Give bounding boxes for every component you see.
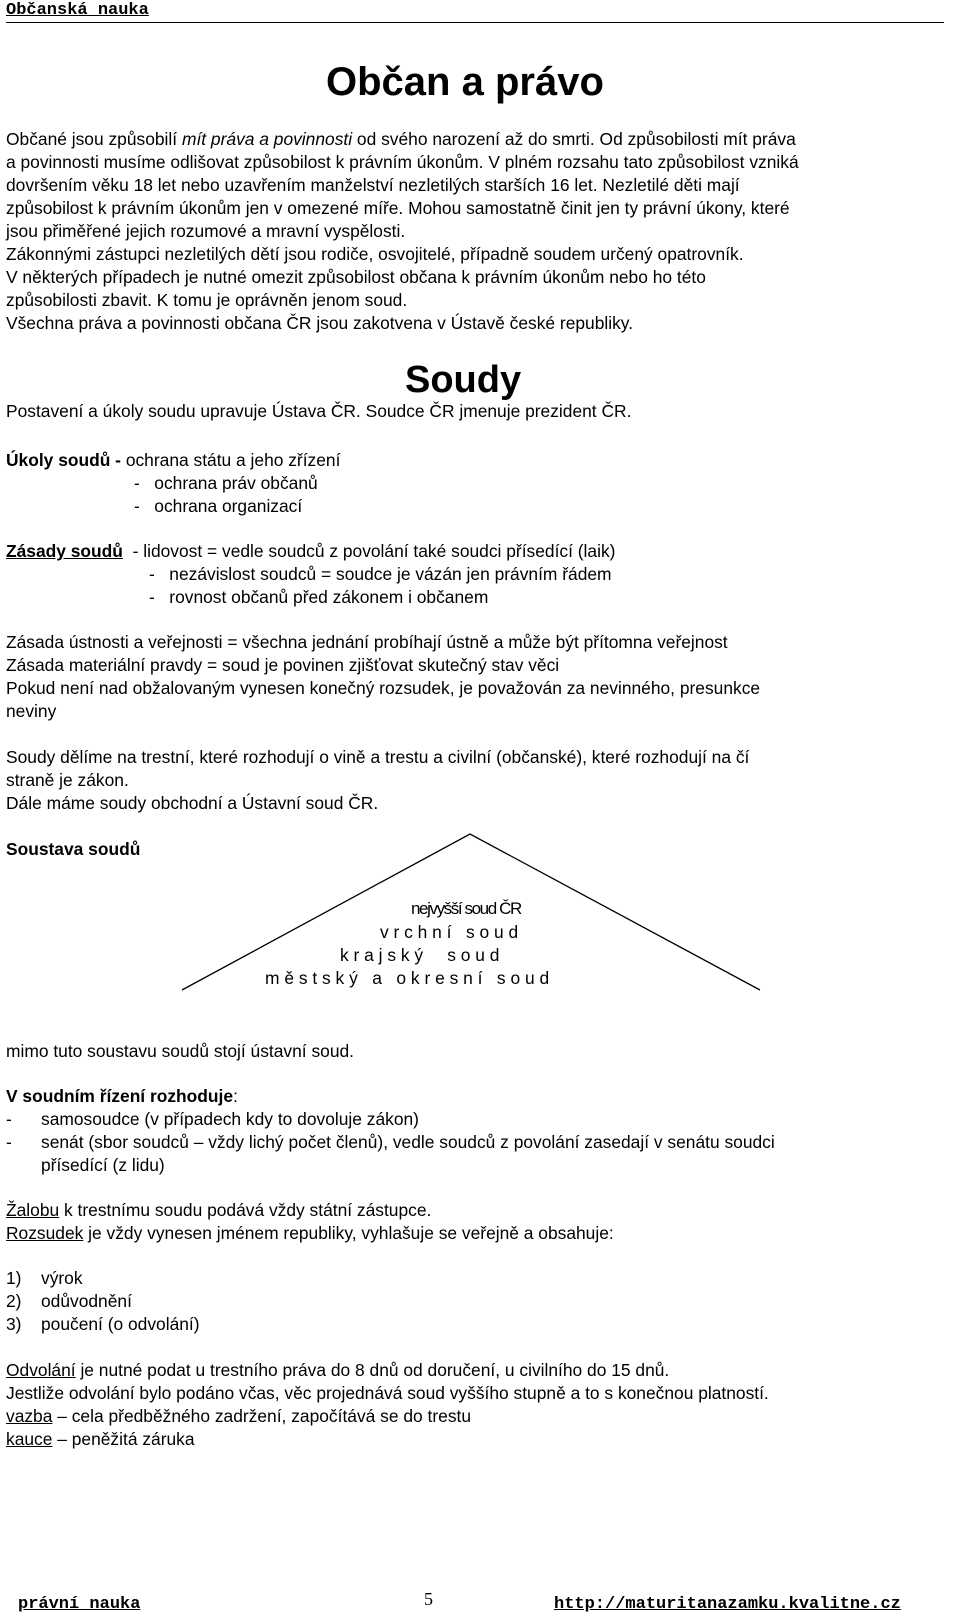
pyramid-level-high: v r c h n í s o u d <box>380 922 519 942</box>
header-title: Občanská nauka <box>6 1 149 20</box>
footer-left: právní nauka <box>18 1595 141 1614</box>
principle-line: Pokud není nad obžalovaným vynesen konečný rozsudek, je považován za nevinného, presunkce <box>6 678 761 698</box>
intro-text: od svého narození až do smrti. Od způsobilosti mít práva <box>352 129 796 149</box>
zaloba-line <box>6 1199 431 1221</box>
rizeni-label: V soudním řízení rozhoduje <box>6 1086 234 1106</box>
pyramid-level-regional: k r a j s k ý s o u d <box>340 945 500 965</box>
rozsudek-num: 2) <box>6 1291 22 1311</box>
section-title-soudy: Soudy <box>405 359 522 401</box>
rizeni-dash: - <box>6 1109 12 1129</box>
principle-line: Zásada materiální pravdy = soud je povinen zjišťovat skutečný stav věci <box>6 655 560 675</box>
rozsudek-item: výrok <box>41 1268 83 1288</box>
rizeni-dash: - <box>6 1132 12 1152</box>
odvolani-rest: je nutné podat u trestního práva do 8 dnů od doručení, u civilního do 15 dnů. <box>75 1360 670 1380</box>
intro-emphasis: mít práva a povinnosti <box>181 129 353 149</box>
ukoly-item: - ochrana organizací <box>134 496 303 516</box>
rozsudek-rest: je vždy vynesen jménem republiky, vyhlašuje se veřejně a obsahuje: <box>83 1223 614 1243</box>
zaloba-rest: k trestnímu soudu podává vždy státní zástupce. <box>59 1200 432 1220</box>
kauce-rest: – peněžitá záruka <box>52 1429 195 1449</box>
rozsudek-line <box>6 1222 614 1244</box>
zasady-label: Zásady soudů <box>6 541 123 561</box>
intro-line-6: Zákonnými zástupci nezletilých dětí jsou rodiče, osvojitelé, případně soudem určený opatrovník. <box>6 244 744 264</box>
zasady-first: - lidovost = vedle soudců z povolání také soudci přísedící (laik) <box>122 541 616 561</box>
rozsudek-item: odůvodnění <box>41 1291 132 1311</box>
rozsudek-num: 3) <box>6 1314 22 1334</box>
page-number: 5 <box>424 1589 433 1609</box>
zaloba-term: Žalobu <box>6 1200 60 1220</box>
zasady-item: - nezávislost soudců = soudce je vázán jen právním řádem <box>149 564 612 584</box>
principle-line: neviny <box>6 701 57 721</box>
ukoly-first: ochrana státu a jeho zřízení <box>120 450 341 470</box>
vazba-line <box>6 1405 471 1427</box>
rozsudek-item: poučení (o odvolání) <box>41 1314 200 1334</box>
vazba-rest: – cela předběžného zadržení, započítává se do trestu <box>52 1406 472 1426</box>
intro-line-5: jsou přiměřené jejich rozumové a mravní vyspělosti. <box>6 221 406 241</box>
soustava-note: mimo tuto soustavu soudů stojí ústavní soud. <box>6 1041 354 1061</box>
intro-line-9: Všechna práva a povinnosti občana ČR jsou zakotvena v Ústavě české republiky. <box>6 313 634 333</box>
odvolani-line-2: Jestliže odvolání bylo podáno včas, věc projednává soud vyššího stupně a to s konečnou platností. <box>6 1383 769 1403</box>
intro-line-8: způsobilosti zbavit. K tomu je oprávněn jenom soud. <box>6 290 408 310</box>
zasady-item: - rovnost občanů před zákonem i občanem <box>149 587 489 607</box>
rizeni-colon: : <box>233 1086 238 1106</box>
kauce-term: kauce <box>6 1429 53 1449</box>
vazba-term: vazba <box>6 1406 53 1426</box>
intro-line-3: dovršením věku 18 let nebo uzavřením manželství nezletilých starších 16 let. Nezletilé děti mají <box>6 175 740 195</box>
rizeni-item: senát (sbor soudců – vždy lichý počet členů), vedle soudců z povolání zasedají v senátu soudci <box>41 1132 775 1152</box>
odvolani-line <box>6 1359 669 1381</box>
intro-line-4: způsobilost k právním úkonům jen v omezené míře. Mohou samostatně činit jen ty právní úkony, které <box>6 198 790 218</box>
rizeni-heading <box>6 1085 238 1107</box>
kauce-line <box>6 1428 195 1450</box>
rizeni-item: samosoudce (v případech kdy to dovoluje zákon) <box>41 1109 419 1129</box>
postaveni-line: Postavení a úkoly soudu upravuje Ústava ČR. Soudce ČR jmenuje prezident ČR. <box>6 401 632 421</box>
ukoly-item: - ochrana práv občanů <box>134 473 318 493</box>
pyramid-level-district: m ě s t s k ý a o k r e s n í s o u d <box>265 968 550 988</box>
division-line: Dále máme soudy obchodní a Ústavní soud ČR. <box>6 793 379 813</box>
page-title: Občan a právo <box>326 60 604 104</box>
intro-line-7: V některých případech je nutné omezit způsobilost občana k právním úkonům nebo ho této <box>6 267 706 287</box>
rizeni-cont: přísedící (z lidu) <box>41 1155 165 1175</box>
rozsudek-num: 1) <box>6 1268 22 1288</box>
odvolani-term: Odvolání <box>6 1360 76 1380</box>
ukoly-label: Úkoly soudů - <box>6 450 121 470</box>
intro-line-2: a povinnosti musíme odlišovat způsobilost k právním úkonům. V plném rozsahu tato způsobilost vzniká <box>6 152 799 172</box>
division-line: straně je zákon. <box>6 770 129 790</box>
rozsudek-term: Rozsudek <box>6 1223 84 1243</box>
principle-line: Zásada ústnosti a veřejnosti = všechna jednání probíhají ústně a může být přítomna veřejnost <box>6 632 728 652</box>
intro-text: Občané jsou způsobilí <box>6 129 182 149</box>
division-line: Soudy dělíme na trestní, které rozhodují o vině a trestu a civilní (občanské), které rozhodují na čí <box>6 747 750 767</box>
soustava-label: Soustava soudů <box>6 839 141 859</box>
footer-url[interactable]: http://maturitanazamku.kvalitne.cz <box>554 1595 901 1614</box>
pyramid-level-supreme: nejvyšší soud ČR <box>411 899 521 918</box>
